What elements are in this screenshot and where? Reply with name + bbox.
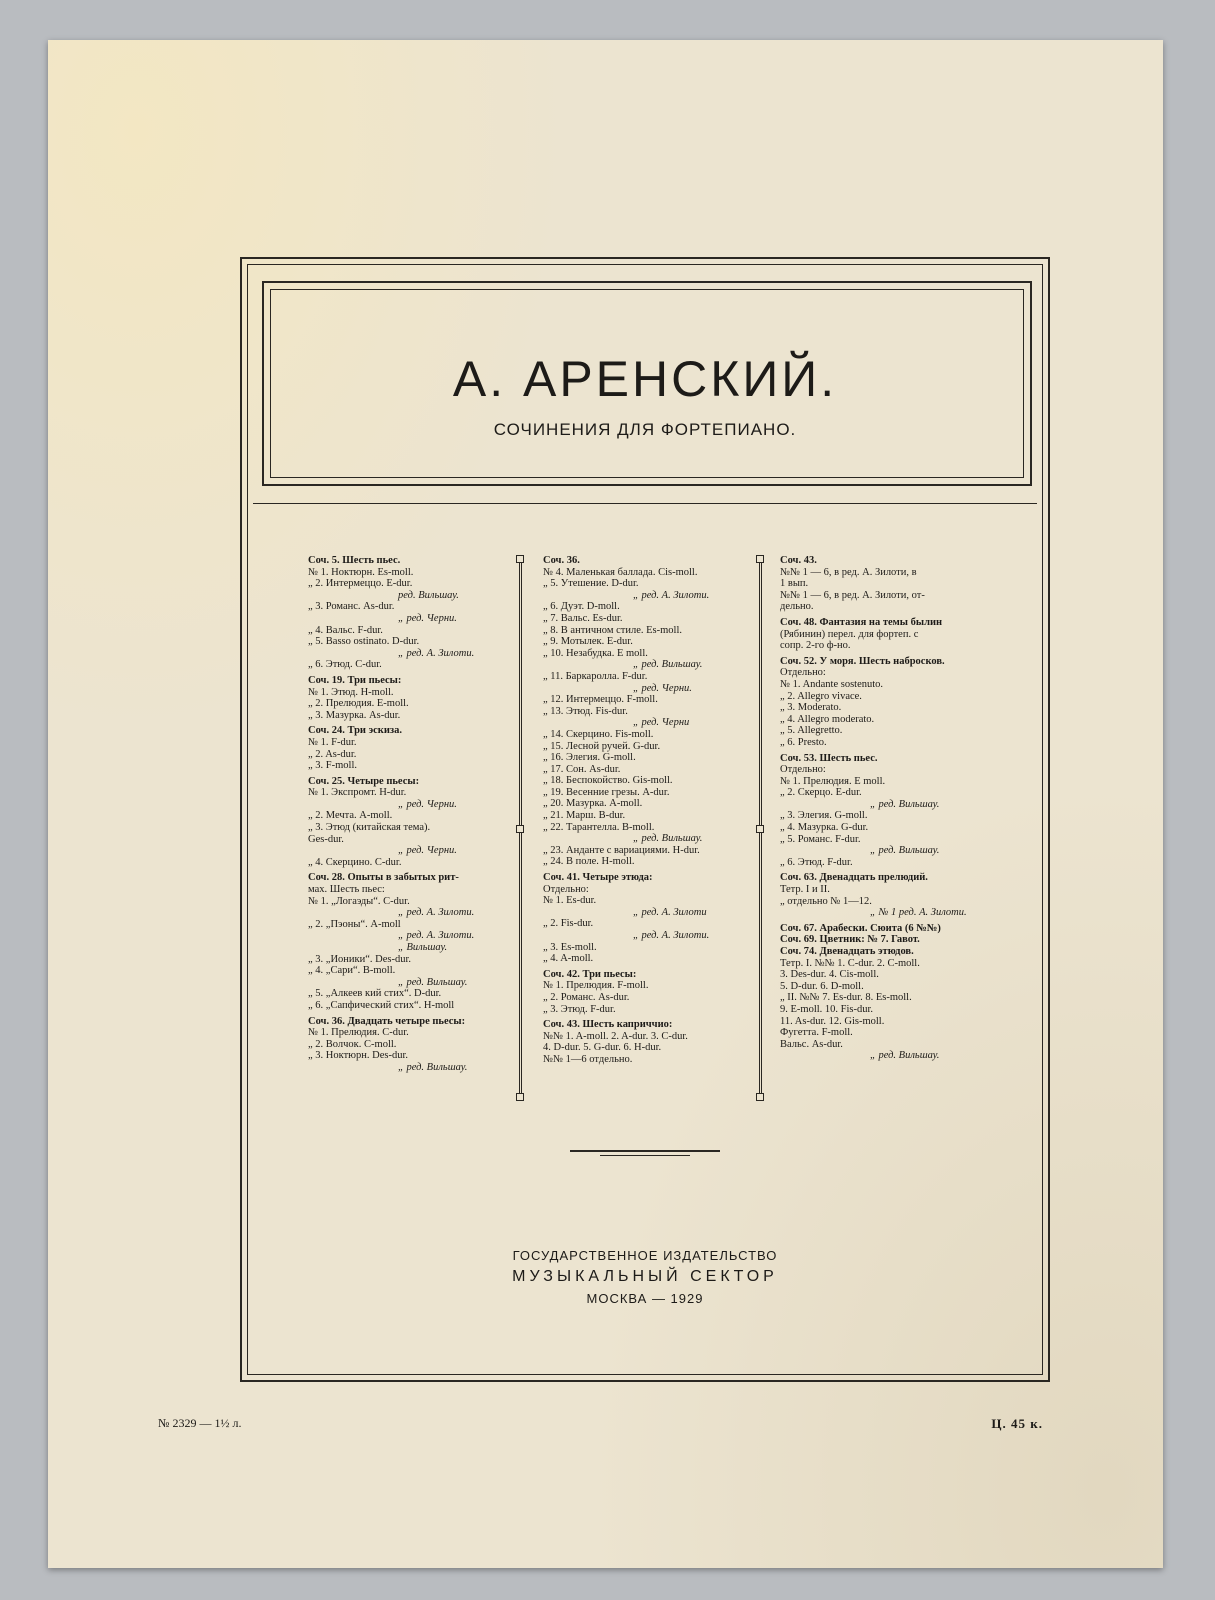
work-entry: 11. As-dur. 12. Gis-moll. (780, 1015, 885, 1027)
work-entry: № 1. Прелюдия. E moll. (780, 775, 886, 787)
work-entry: „ 13. Этюд. Fis-dur. (543, 705, 628, 717)
editor-note: „ Вильшау. (398, 942, 448, 953)
header-rule (253, 503, 1037, 504)
work-entry: „ 3. Moderato. (780, 702, 842, 714)
work-entry: „ 18. Беспокойство. Gis-moll. (543, 775, 673, 787)
work-entry: „ 6. Этюд. F-dur. (780, 856, 853, 868)
work-entry: „ 24. В поле. H-moll. (543, 856, 635, 868)
work-entry: „ 3. F-moll. (308, 760, 357, 772)
editor-note: „ ред. Вильшау. (870, 798, 940, 810)
works-column-2 (543, 555, 753, 1066)
work-entry: „ 4. Allegro moderato. (780, 713, 875, 725)
work-entry: „ 5. Allegretto. (780, 725, 843, 737)
editor-note: „ ред. Вильшау. (398, 976, 468, 988)
work-entry: 3. Des-dur. 4. Cis-moll. (780, 969, 879, 981)
page-frame (240, 257, 1050, 1382)
work-entry: №№ 1—6 отдельно. (543, 1053, 633, 1065)
editor-note: „ ред. Черни. (398, 798, 457, 810)
work-entry: „ 5. „Алкеев кий стих“. D-dur. (308, 988, 442, 1000)
work-entry: „ 4. A-moll. (543, 953, 594, 965)
opus-heading: Соч. 43. Шесть каприччио: (543, 1019, 673, 1031)
publisher-name: ГОСУДАРСТВЕННОЕ ИЗДАТЕЛЬСТВО (512, 1248, 778, 1263)
work-entry: „ 3. Мазурка. As-dur. (308, 709, 401, 721)
ornament-rule (570, 1150, 720, 1159)
work-entry: № 1. Es-dur. (543, 895, 597, 907)
work-entry: Тетр. I. №№ 1. C-dur. 2. C-moll. (780, 957, 920, 969)
opus-heading: Соч. 43. (780, 555, 817, 566)
column-divider-2 (756, 555, 764, 1100)
work-entry: „ 6. Presto. (780, 736, 827, 748)
opus-heading: Соч. 41. Четыре этюда: (543, 872, 653, 884)
score-cover-sheet (48, 40, 1163, 1568)
work-entry: 4. D-dur. 5. G-dur. 6. H-dur. (543, 1042, 662, 1054)
work-entry: „ 5. Утешение. D-dur. (543, 578, 639, 590)
work-entry: „ 10. Незабудка. E moll. (543, 647, 648, 659)
work-entry: „ 6. Этюд. C-dur. (308, 659, 382, 671)
work-entry: „ 15. Лесной ручей. G-dur. (543, 740, 661, 752)
work-entry: „ 14. Скерцино. Fis-moll. (543, 728, 654, 740)
work-entry: „ 3. Этюд. F-dur. (543, 1003, 616, 1015)
work-entry: „ 21. Марш. B-dur. (543, 810, 626, 822)
work-entry: „ 4. Вальс. F-dur. (308, 624, 383, 636)
opus-heading: Соч. 67. Арабески. Сюита (6 №№) (780, 922, 941, 934)
editor-note: „ ред. Черни (633, 717, 690, 729)
work-entry: Отдельно: (543, 883, 589, 895)
work-entry: №№ 1 — 6, в ред. А. Зилоти, в (780, 566, 917, 578)
editor-note: „ ред. Вильшау. (870, 845, 940, 857)
work-entry: № 1. „Логаэды“. C-dur. (308, 895, 410, 907)
work-entry: № 1. Andante sostenuto. (780, 678, 884, 690)
work-entry: 5. D-dur. 6. D-moll. (780, 980, 864, 992)
work-entry: (Рябинин) перел. для фортеп. с (780, 628, 919, 640)
work-entry: „ 12. Интермеццо. F-moll. (543, 694, 658, 706)
work-entry: Вальс. As-dur. (780, 1038, 843, 1050)
opus-heading: Соч. 36. (543, 555, 580, 566)
opus-heading: Соч. 74. Двенадцать этюдов. (780, 946, 914, 957)
column-divider-1 (516, 555, 524, 1100)
work-entry: „ 3. „Ионики“. Des-dur. (308, 953, 412, 965)
work-entry: „ 23. Анданте с вариациями. H-dur. (543, 844, 700, 856)
opus-heading: Соч. 69. Цветник: № 7. Гавот. (780, 934, 920, 946)
works-column-1 (308, 555, 513, 1074)
work-entry: „ 4. „Сари“. B-moll. (308, 965, 396, 977)
editor-note: „ ред. Вильшау. (398, 1061, 468, 1073)
work-entry: № 1. Прелюдия. F-moll. (543, 980, 649, 992)
work-entry: Ges-dur. (308, 833, 344, 845)
work-entry: „ 2. Allegro vivace. (780, 690, 862, 702)
work-entry: Тетр. I и II. (780, 884, 830, 896)
inner-frame (247, 264, 1043, 1375)
work-entry: 9. E-moll. 10. Fis-dur. (780, 1003, 874, 1015)
editor-note: „ ред. Вильшау. (633, 659, 703, 671)
editor-note: „ ред. А. Зилоти. (633, 930, 710, 941)
opus-heading: Соч. 52. У моря. Шесть набросков. (780, 655, 945, 667)
opus-heading: Соч. 42. Три пьесы: (543, 968, 637, 980)
opus-heading: Соч. 48. Фантазия на темы былин (780, 616, 943, 628)
work-entry: „ 2. „Пэоны“. A-moll (308, 918, 401, 930)
work-entry: „ 17. Сон. As-dur. (543, 763, 621, 775)
work-entry: № 1. F-dur. (308, 736, 357, 748)
work-entry: Отдельно: (780, 667, 826, 679)
work-entry: „ отдельно № 1—12. (780, 895, 872, 907)
subtitle: СОЧИНЕНИЯ ДЛЯ ФОРТЕПИАНО. (493, 420, 797, 439)
work-entry: „ 2. Романс. As-dur. (543, 991, 630, 1003)
work-entry: Отдельно: (780, 764, 826, 776)
work-entry: № 1. Прелюдия. C-dur. (308, 1027, 409, 1039)
editor-note: „ ред. Черни. (633, 682, 692, 694)
work-entry: „ 6. Дуэт. D-moll. (543, 601, 620, 613)
work-entry: мах. Шесть пьес: (308, 884, 385, 896)
editor-note: „ ред. А. Зилоти. (633, 589, 710, 601)
work-entry: „ 19. Весенние грезы. A-dur. (543, 786, 670, 798)
editor-note: „ ред. Черни. (398, 845, 457, 857)
editor-note: „ ред. Черни. (398, 612, 457, 624)
work-entry: „ 2. Прелюдия. E-moll. (308, 698, 409, 710)
opus-heading: Соч. 24. Три эскиза. (308, 725, 402, 737)
work-entry: 1 вып. (780, 578, 809, 590)
opus-heading: Соч. 63. Двенадцать прелюдий. (780, 872, 928, 884)
opus-heading: Соч. 5. Шесть пьес. (308, 555, 401, 566)
work-entry: „ 11. Баркаролла. F-dur. (543, 670, 648, 682)
publisher-city-year: МОСКВА — 1929 (586, 1291, 704, 1306)
work-entry: „ 3. Элегия. G-moll. (780, 810, 868, 822)
editor-note: ред. Вильшау. (398, 589, 459, 601)
work-entry: „ 9. Мотылек. E-dur. (543, 636, 633, 648)
work-entry: „ 2. Интермеццо. E-dur. (308, 578, 413, 590)
opus-heading: Соч. 36. Двадцать четыре пьесы: (308, 1015, 466, 1027)
work-entry: № 1. Этюд. H-moll. (308, 686, 394, 698)
work-entry: „ 3. Этюд (китайская тема). (308, 822, 431, 834)
work-entry: дельно. (780, 601, 814, 613)
work-entry: „ 3. Романс. As-dur. (308, 601, 395, 613)
work-entry: „ 16. Элегия. G-moll. (543, 752, 636, 764)
work-entry: „ 4. Мазурка. G-dur. (780, 822, 869, 834)
composer-name: А. АРЕНСКИЙ. (452, 351, 838, 407)
work-entry: № 4. Маленькая баллада. Cis-moll. (543, 566, 698, 578)
work-entry: № 1. Ноктюрн. Es-moll. (308, 566, 414, 578)
work-entry: „ 7. Вальс. Es-dur. (543, 612, 623, 624)
work-entry: №№ 1. A-moll. 2. A-dur. 3. C-dur. (543, 1030, 688, 1042)
opus-heading: Соч. 19. Три пьесы: (308, 674, 402, 686)
editor-note: „ № 1 ред. А. Зилоти. (870, 907, 967, 919)
price: Ц. 45 к. (991, 1416, 1043, 1431)
opus-heading: Соч. 53. Шесть пьес. (780, 752, 878, 764)
opus-heading: Соч. 25. Четыре пьесы: (308, 775, 420, 787)
publisher-sector: МУЗЫКАЛЬНЫЙ СЕКТОР (512, 1268, 778, 1285)
work-entry: „ 6. „Сапфический стих“. H-moll (308, 999, 455, 1011)
opus-heading: Соч. 28. Опыты в забытых рит- (308, 872, 459, 884)
editor-note: „ ред. Вильшау. (870, 1050, 940, 1062)
editor-note: „ ред. А. Зилоти. (398, 907, 475, 919)
work-entry: „ 20. Мазурка. A-moll. (543, 798, 643, 810)
work-entry: „ 4. Скерцино. C-dur. (308, 856, 402, 868)
work-entry: „ 2. Скерцо. E-dur. (780, 787, 862, 799)
work-entry: сопр. 2-го ф-но. (780, 640, 851, 652)
editor-note: „ ред. А. Зилоти. (398, 930, 475, 942)
work-entry: Фугетта. F-moll. (780, 1027, 853, 1039)
catalog-number: № 2329 — 1½ л. (158, 1416, 242, 1430)
editor-note: „ ред. А. Зилоти. (398, 647, 475, 659)
work-entry: „ 2. Волчок. C-moll. (308, 1038, 397, 1050)
work-entry: „ 3. Ноктюрн. Des-dur. (308, 1050, 409, 1062)
work-entry: „ 2. Fis-dur. (543, 918, 594, 930)
work-entry: „ 22. Тарантелла. B-moll. (543, 821, 655, 833)
work-entry: „ 2. Мечта. A-moll. (308, 810, 393, 822)
work-entry: „ 5. Basso ostinato. D-dur. (308, 636, 420, 648)
editor-note: „ ред. Вильшау. (633, 833, 703, 845)
work-entry: „ 2. As-dur. (308, 748, 357, 760)
editor-note: „ ред. А. Зилоти (633, 906, 707, 918)
work-entry: „ 3. Es-moll. (543, 941, 597, 953)
work-entry: №№ 1 — 6, в ред. А. Зилоти, от- (780, 589, 925, 601)
work-entry: „ II. №№ 7. Es-dur. 8. Es-moll. (780, 992, 912, 1004)
work-entry: № 1. Экспромт. H-dur. (308, 787, 407, 799)
work-entry: „ 5. Романс. F-dur. (780, 833, 861, 845)
works-column-3 (780, 555, 1005, 1062)
work-entry: „ 8. В античном стиле. Es-moll. (543, 624, 683, 636)
